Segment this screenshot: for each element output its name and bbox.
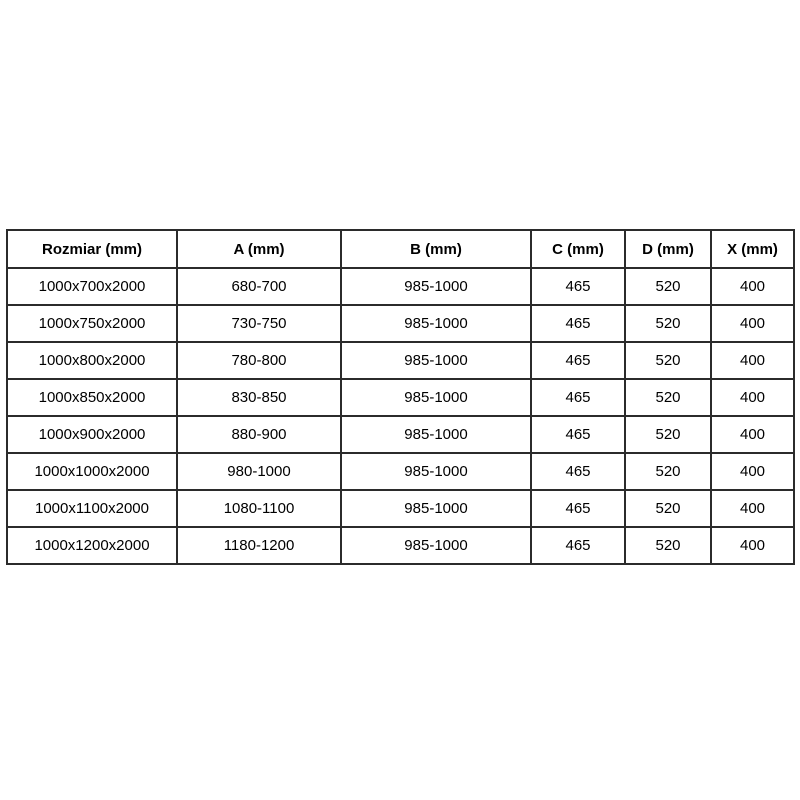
table-cell: 520 bbox=[625, 379, 711, 416]
table-cell: 1000x900x2000 bbox=[7, 416, 177, 453]
table-cell: 1000x1100x2000 bbox=[7, 490, 177, 527]
table-cell: 985-1000 bbox=[341, 453, 531, 490]
table-cell: 400 bbox=[711, 490, 794, 527]
table-cell: 400 bbox=[711, 379, 794, 416]
table-cell: 880-900 bbox=[177, 416, 341, 453]
table-cell: 985-1000 bbox=[341, 379, 531, 416]
table-row bbox=[7, 305, 794, 342]
table-cell: 1180-1200 bbox=[177, 527, 341, 564]
table-row bbox=[7, 342, 794, 379]
table-cell: 520 bbox=[625, 527, 711, 564]
table-body bbox=[7, 268, 794, 564]
table-cell: 520 bbox=[625, 490, 711, 527]
column-header: Rozmiar (mm) bbox=[7, 230, 177, 268]
table-cell: 1000x850x2000 bbox=[7, 379, 177, 416]
table-cell: 1000x700x2000 bbox=[7, 268, 177, 305]
table-cell: 730-750 bbox=[177, 305, 341, 342]
table-cell: 680-700 bbox=[177, 268, 341, 305]
table-cell: 780-800 bbox=[177, 342, 341, 379]
column-header: D (mm) bbox=[625, 230, 711, 268]
table-cell: 985-1000 bbox=[341, 342, 531, 379]
table-cell: 400 bbox=[711, 416, 794, 453]
table-cell: 400 bbox=[711, 453, 794, 490]
table-cell: 465 bbox=[531, 527, 625, 564]
table-row bbox=[7, 379, 794, 416]
table-cell: 1000x750x2000 bbox=[7, 305, 177, 342]
table-cell: 985-1000 bbox=[341, 527, 531, 564]
table-cell: 465 bbox=[531, 342, 625, 379]
table-cell: 520 bbox=[625, 305, 711, 342]
table-cell: 1000x1000x2000 bbox=[7, 453, 177, 490]
table-cell: 520 bbox=[625, 416, 711, 453]
table-cell: 985-1000 bbox=[341, 490, 531, 527]
table-cell: 1080-1100 bbox=[177, 490, 341, 527]
table-cell: 465 bbox=[531, 268, 625, 305]
table-cell: 400 bbox=[711, 342, 794, 379]
table-cell: 465 bbox=[531, 453, 625, 490]
table-cell: 985-1000 bbox=[341, 305, 531, 342]
column-header: A (mm) bbox=[177, 230, 341, 268]
column-header: X (mm) bbox=[711, 230, 794, 268]
table-cell: 1000x1200x2000 bbox=[7, 527, 177, 564]
table-cell: 985-1000 bbox=[341, 268, 531, 305]
table-row bbox=[7, 416, 794, 453]
table-cell: 1000x800x2000 bbox=[7, 342, 177, 379]
table-cell: 465 bbox=[531, 490, 625, 527]
table-cell: 400 bbox=[711, 268, 794, 305]
table-row bbox=[7, 453, 794, 490]
table-row bbox=[7, 268, 794, 305]
table-cell: 830-850 bbox=[177, 379, 341, 416]
table-cell: 465 bbox=[531, 379, 625, 416]
column-header: B (mm) bbox=[341, 230, 531, 268]
table-cell: 520 bbox=[625, 342, 711, 379]
dimensions-spec-table bbox=[6, 229, 795, 565]
column-header: C (mm) bbox=[531, 230, 625, 268]
table-cell: 520 bbox=[625, 268, 711, 305]
table-row bbox=[7, 527, 794, 564]
header-row bbox=[7, 230, 794, 268]
table-row bbox=[7, 490, 794, 527]
table-cell: 400 bbox=[711, 305, 794, 342]
table-cell: 980-1000 bbox=[177, 453, 341, 490]
table-cell: 400 bbox=[711, 527, 794, 564]
table-cell: 465 bbox=[531, 305, 625, 342]
table-cell: 465 bbox=[531, 416, 625, 453]
table-cell: 520 bbox=[625, 453, 711, 490]
table-header bbox=[7, 230, 794, 268]
table-cell: 985-1000 bbox=[341, 416, 531, 453]
